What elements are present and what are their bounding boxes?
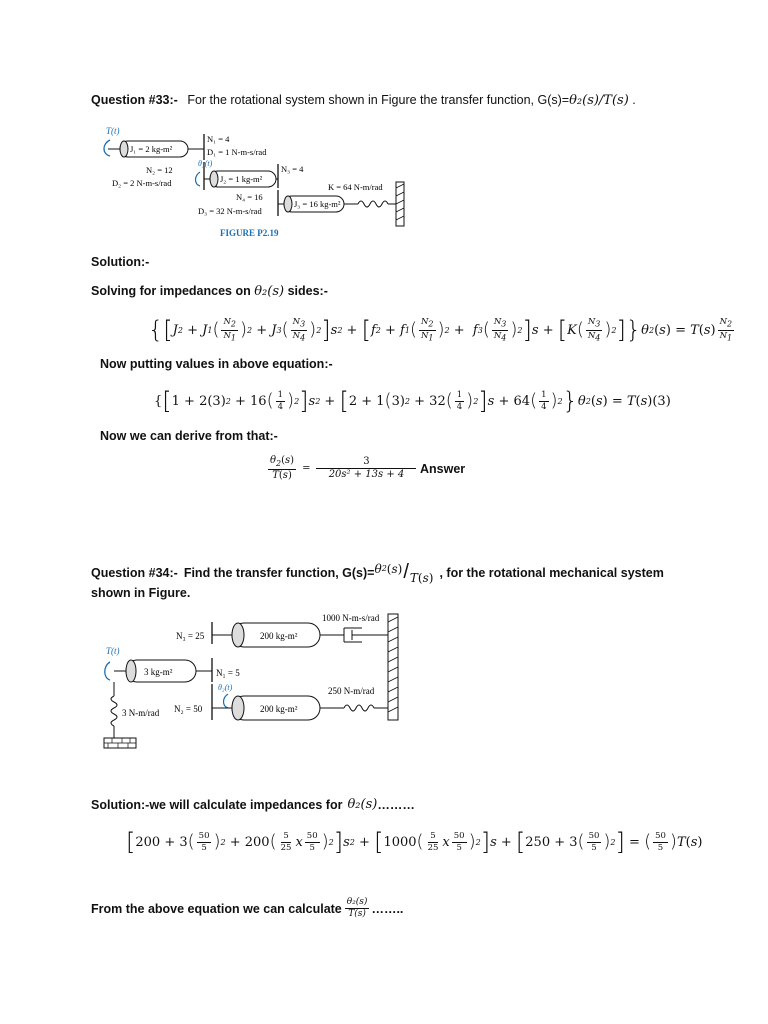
p219-k-label: K = 64 N-m/rad	[328, 182, 383, 192]
q33-derive-text: Now we can derive from that:-	[100, 429, 278, 443]
q34-final-den: T(s)	[348, 909, 366, 919]
p219-theta2-label: θ₂(t)	[198, 159, 213, 168]
q34-final-num: θ₂(s)	[346, 897, 368, 907]
q34-damper-label: 1000 N-m-s/rad	[322, 613, 380, 623]
q34-final-text: From the above equation we can calculate	[91, 901, 342, 916]
q34-theta2-label: θ₂(t)	[218, 683, 233, 692]
q34-final-dots: ……..	[371, 901, 404, 916]
answer-denominator: 20s² + 13s + 4	[328, 469, 405, 480]
q34-jtop-label: 200 kg-m²	[260, 631, 298, 641]
impedance-end: sides:-	[287, 284, 328, 298]
q33-impedance-line	[91, 284, 328, 299]
q34-torque-arrow-icon	[105, 662, 110, 680]
p219-n1-label: N₁ = 4	[207, 134, 230, 144]
figure-p2-19	[100, 122, 420, 242]
spring-mid-icon	[344, 705, 374, 711]
q34-solution-dots: ………	[377, 797, 415, 812]
impedance-text: Solving for impedances on	[91, 284, 251, 298]
q33-solution-label: Solution:-	[91, 255, 150, 269]
equation-q34: [ 200 + 3 ( $\frac{50}{5}$ ) 2 + 200 ( $\frac{5}{25}$ x $\frac{50}{5}$ ) 2 ] s 2 + [ 1000 ( $\frac{5}{25}$ x $\frac{50}{5}$ ) 2 ] s + [ 250 + 3 ( $\frac{50}{5}$ ) 2 ] = ( $\frac{50}{5}$ ) T ( s )	[126, 828, 703, 856]
impedance-var: θ₂(s)	[254, 284, 285, 299]
q34-final-line	[91, 898, 403, 919]
figure-q34	[100, 608, 410, 754]
q34-n3-label: N₃ = 25	[176, 631, 205, 641]
q34-solution-var: θ₂(s)	[347, 797, 378, 812]
answer-numerator: 3	[316, 457, 416, 469]
q34-text: Find the transfer function, G(s)=	[183, 565, 375, 580]
q34-solution-text: Solution:-we will calculate impedances for	[91, 797, 343, 812]
q34-solution-line	[91, 797, 415, 812]
p219-j2-label: J₂ = 1 kg-m²	[220, 174, 263, 184]
q34-line2: shown in Figure.	[91, 586, 191, 600]
q34-spring-left-label: 3 N-m/rad	[122, 708, 160, 718]
q34-n2-label: N₂ = 50	[174, 704, 203, 714]
q33-tf: θ₂(s)/T(s)	[569, 93, 629, 108]
figure-caption: FIGURE P2.19	[220, 228, 279, 238]
answer-equation: $\frac{\theta_2(s)}{T(s)}$ = $\frac{3}{\text{20s² + 13s + 4}}$	[266, 456, 418, 481]
q34-jleft-label: 3 kg-m²	[144, 667, 173, 677]
p219-n4-label: N₄ = 16	[236, 192, 263, 202]
p219-d3-label: D₃ = 32 N-m-s/rad	[198, 206, 262, 216]
q33-statement	[91, 93, 636, 108]
p219-d2-label: D₂ = 2 N-m-s/rad	[112, 178, 172, 188]
theta2-arrow-icon	[196, 172, 201, 186]
q34-after: , for the rotational mechanical system	[439, 565, 664, 580]
q34-final-fraction	[345, 898, 370, 919]
q33-end: .	[632, 93, 636, 107]
answer-label: Answer	[420, 462, 466, 476]
spring-k-icon	[358, 201, 388, 207]
q34-torque-label: T(t)	[106, 646, 120, 656]
equation-impedance-values: { [ 1 + 2(3) 2 + 16 ( $\frac{1}{4}$ ) 2 ] s 2 + [ 2 + 1 ( 3) 2 + 32 ( $\frac{1}{4}$ ) 2 ] s + 64 ( $\frac{1}{4}$ ) 2 } θ 2 ( s ) = T ( s )(3)	[154, 387, 671, 415]
p219-n2-label: N₂ = 12	[146, 165, 173, 175]
p219-d1-label: D₁ = 1 N-m-s/rad	[207, 147, 267, 157]
spring-left-icon	[111, 696, 117, 726]
q33-label: Question #33:-	[91, 93, 178, 107]
q34-n1-label: N₁ = 5	[216, 668, 240, 678]
p219-j1-label: J₁ = 2 kg-m²	[130, 144, 173, 154]
p219-torque-label: T(t)	[106, 126, 120, 136]
q33-text: For the rotational system shown in Figure the transfer function, G(s)=	[187, 93, 570, 107]
q34-statement: Question #34:- Find the transfer function, G(s)= θ 2 ( s ) / T ( s ) , for the rotational mechanical system	[91, 561, 664, 585]
torque-arrow-icon	[104, 140, 110, 156]
p219-n3-label: N₃ = 4	[281, 164, 304, 174]
equation-impedance-general: { [ J 2 + J 1 ( $\frac{N_2}{N_1}$ ) 2 + J 3 ( $\frac{N_3}{N_4}$ ) 2 ] s 2 + [ f 2 + f 1 ( $\frac{N_2}{N_1}$ ) 2 + f 3 ( $\frac{N_3}{N_4}$ ) 2 ] s + [ K ( $\frac{N_3}{N_4}$ ) 2 ] } θ 2 ( s ) = T ( s ) $\frac{N_2}{N_1}$	[148, 316, 733, 344]
q34-spring-mid-label: 250 N-m/rad	[328, 686, 375, 696]
q34-label: Question #34:-	[91, 565, 178, 580]
q34-theta2-arrow-icon	[224, 694, 229, 708]
q33-putting-text: Now putting values in above equation:-	[100, 357, 333, 371]
q34-tf: θ 2 ( s )	[374, 561, 403, 576]
p219-j3-label: J₃ = 16 kg-m²	[294, 199, 341, 209]
q34-jbottom-label: 200 kg-m²	[260, 704, 298, 714]
